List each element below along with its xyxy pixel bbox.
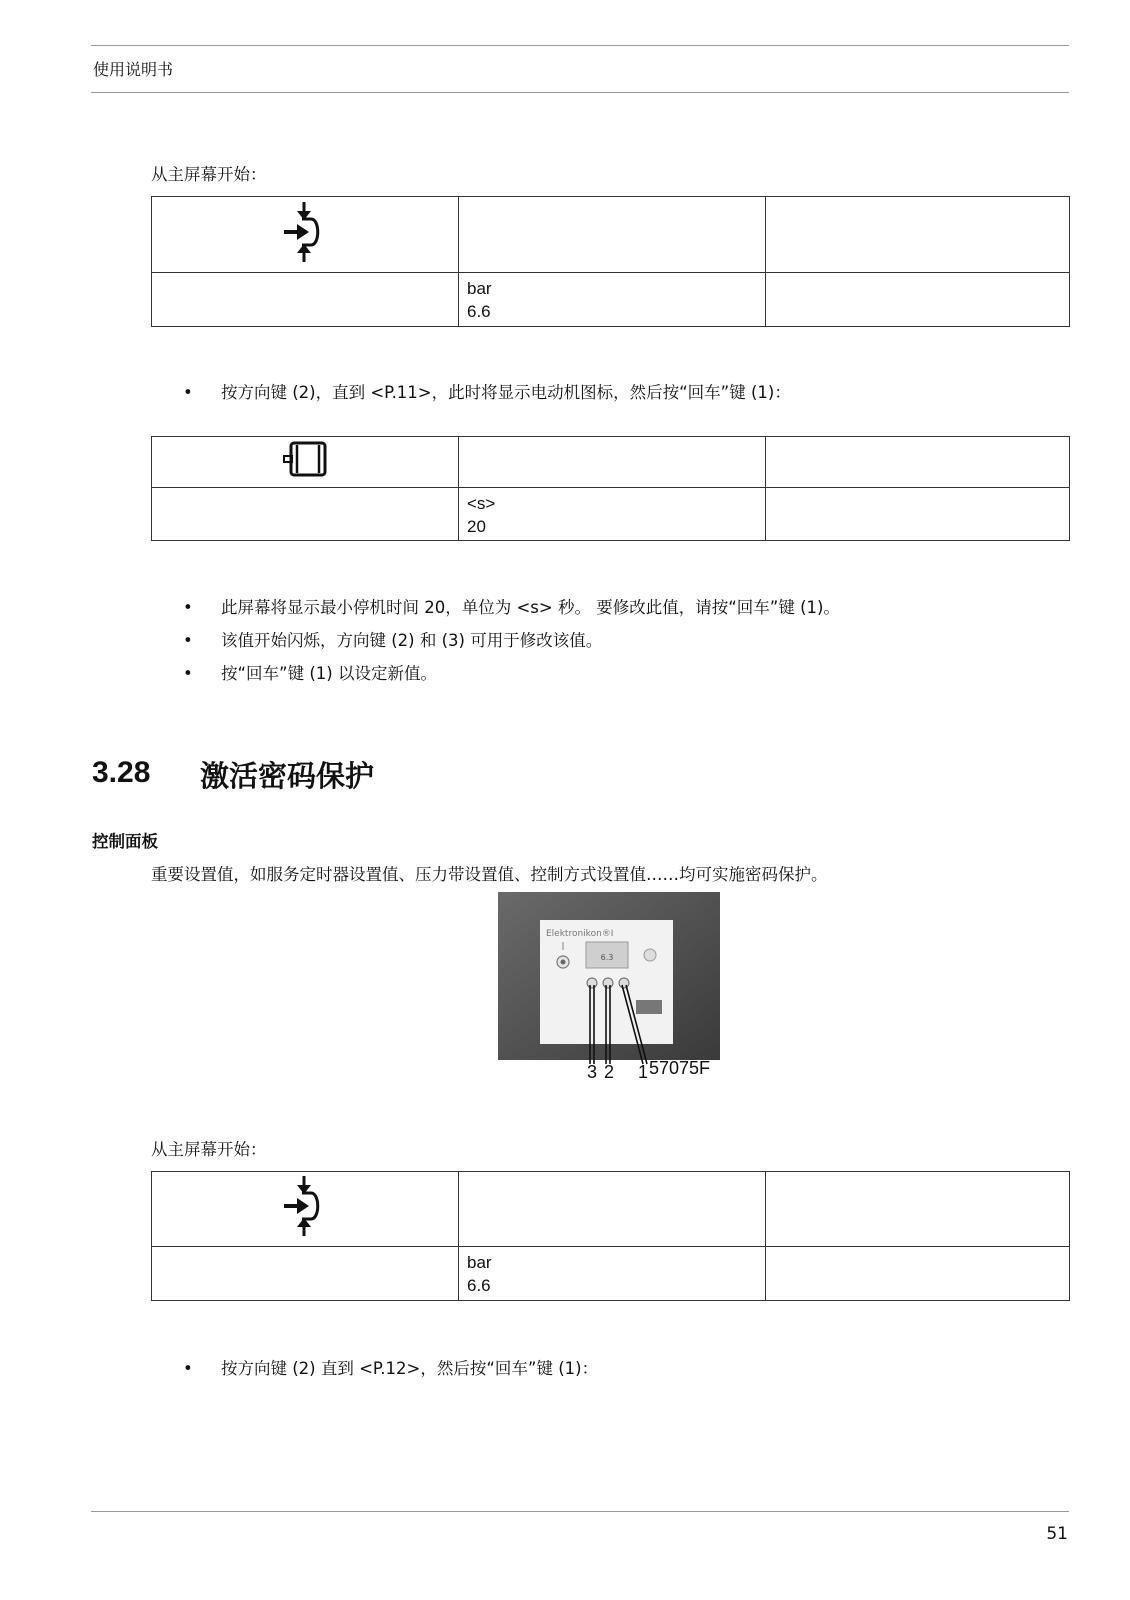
value-label: 20	[467, 517, 486, 536]
value-cell	[459, 1247, 766, 1301]
intro-text: 从主屏幕开始：	[151, 165, 267, 184]
empty-cell	[766, 488, 1070, 541]
list-item	[183, 630, 840, 663]
display-table	[151, 436, 1070, 541]
display-table	[151, 196, 1070, 327]
empty-cell	[766, 273, 1070, 327]
icon-cell	[152, 437, 459, 488]
display-table	[151, 1171, 1070, 1301]
header-title: 使用说明书	[93, 60, 174, 79]
empty-cell	[459, 1172, 766, 1247]
unit-label: bar	[467, 1253, 492, 1272]
pressure-icon	[280, 200, 330, 264]
icon-cell	[152, 197, 459, 273]
bullet-marker: •	[183, 598, 193, 617]
section-title: 激活密码保护	[200, 759, 375, 793]
unit-label: bar	[467, 279, 492, 298]
empty-cell	[152, 488, 459, 541]
bullet-marker: •	[183, 664, 193, 683]
callout-label: 2	[604, 1062, 615, 1082]
empty-cell	[766, 437, 1070, 488]
value-cell	[459, 273, 766, 327]
empty-cell	[459, 197, 766, 273]
value-label: 6.6	[467, 1276, 491, 1295]
step-list	[183, 1358, 598, 1391]
list-item	[183, 1358, 598, 1391]
bullet-marker: •	[183, 631, 193, 650]
empty-cell	[152, 273, 459, 327]
unit-label: <s>	[467, 494, 496, 513]
list-item	[183, 597, 840, 630]
bullet-list	[183, 597, 840, 696]
header-bottom-rule	[91, 92, 1069, 93]
footer-rule	[91, 1511, 1069, 1512]
empty-cell	[152, 1247, 459, 1301]
motor-icon	[280, 439, 330, 479]
icon-cell	[152, 1172, 459, 1247]
list-item-text: 此屏幕将显示最小停机时间 20，单位为 <s> 秒。 要修改此值，请按“回车”键 (1)。	[221, 598, 840, 617]
subheading: 控制面板	[92, 832, 158, 851]
empty-cell	[766, 1172, 1070, 1247]
intro-text: 从主屏幕开始：	[151, 1140, 267, 1159]
header-top-rule	[91, 45, 1069, 46]
value-cell	[459, 488, 766, 541]
figure-id: 57075F	[649, 1058, 711, 1078]
list-item-text: 按“回车”键 (1) 以设定新值。	[221, 664, 437, 683]
list-item-text: 按方向键 (2)，直到 <P.11>，此时将显示电动机图标，然后按“回车”键 (1)：	[221, 383, 791, 402]
list-item-text: 该值开始闪烁，方向键 (2) 和 (3) 可用于修改该值。	[221, 631, 603, 650]
step-list	[183, 382, 791, 415]
empty-cell	[766, 1247, 1070, 1301]
bullet-marker: •	[183, 383, 193, 402]
empty-cell	[459, 437, 766, 488]
list-item-text: 按方向键 (2) 直到 <P.12>，然后按“回车”键 (1)：	[221, 1359, 599, 1378]
section-number: 3.28	[92, 756, 151, 789]
value-label: 6.6	[467, 302, 491, 321]
brand-label: Elektronikon®I	[546, 929, 614, 939]
callout-label: 1	[638, 1062, 649, 1082]
description-text: 重要设置值，如服务定时器设置值、压力带设置值、控制方式设置值……均可实施密码保护。	[151, 865, 828, 884]
bullet-marker: •	[183, 1359, 193, 1378]
pressure-icon	[280, 1174, 330, 1238]
callout-label: 3	[587, 1062, 598, 1082]
display-value: 6.3	[600, 953, 614, 962]
list-item	[183, 663, 840, 696]
page-number: 51	[1046, 1524, 1068, 1544]
list-item	[183, 382, 791, 415]
empty-cell	[766, 197, 1070, 273]
